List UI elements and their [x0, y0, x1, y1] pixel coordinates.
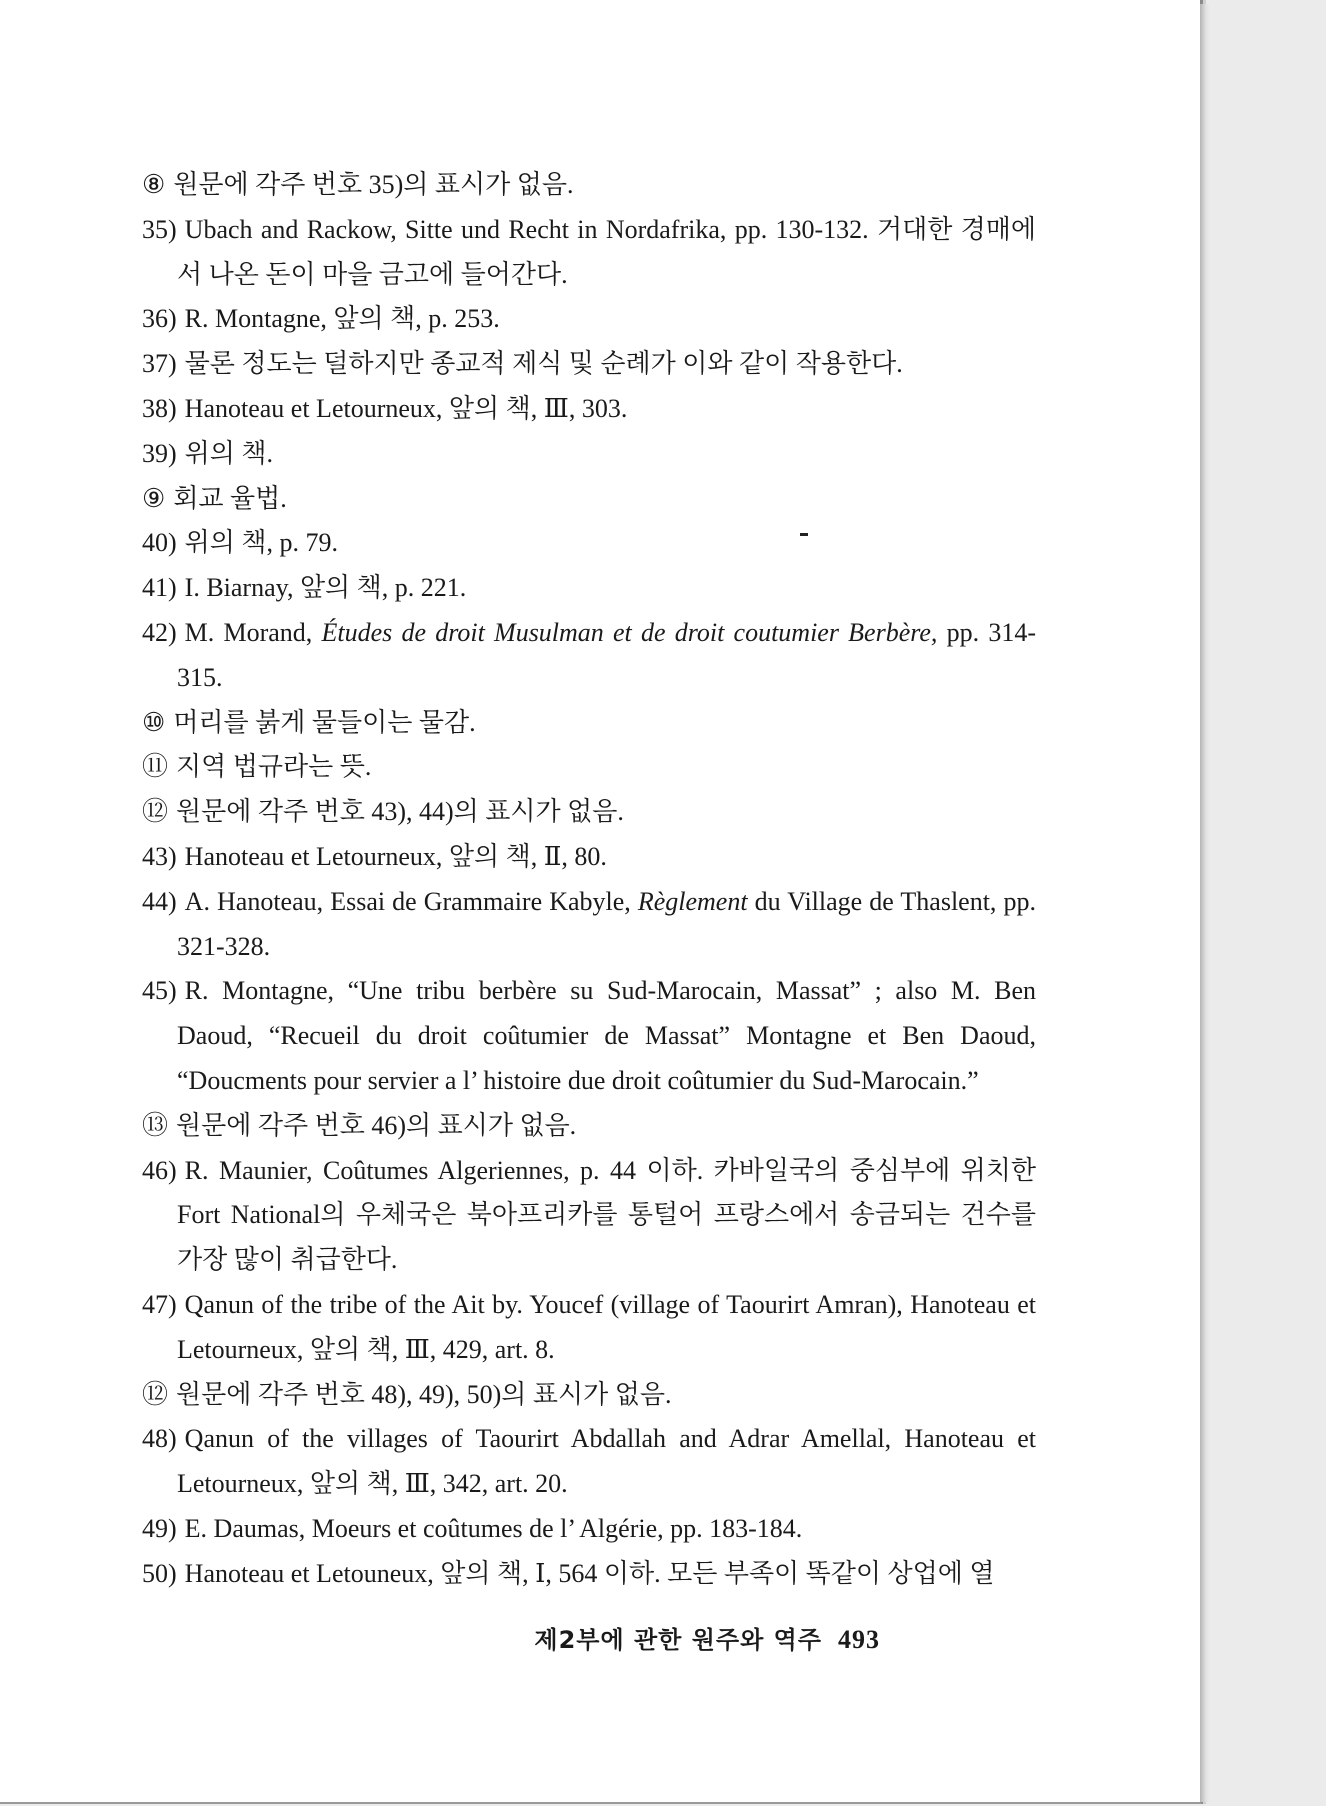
page-number: 493	[838, 1625, 880, 1654]
note-item	[142, 387, 1036, 432]
note-marker: 50)	[142, 1558, 177, 1588]
notes-list	[142, 163, 1036, 1597]
note-text: Hanoteau et Letourneux, 앞의 책, Ⅲ, 303.	[184, 393, 628, 423]
note-item	[142, 297, 1036, 342]
note-text: 위의 책, p. 79.	[184, 528, 339, 558]
note-item	[142, 880, 1036, 970]
note-item	[142, 208, 1036, 298]
note-item	[142, 1373, 1036, 1418]
note-text: Ubach and Rackow, Sitte und Recht in Nordafrika, pp. 130-132. 거대한 경매에서 나온 돈이 마을 금고에 들어간다.	[177, 214, 1036, 289]
stray-mark	[800, 533, 808, 536]
note-marker: 46)	[142, 1155, 177, 1185]
note-text: E. Daumas, Moeurs et coûtumes de l’ Algérie, pp. 183-184.	[184, 1513, 803, 1543]
note-item	[142, 969, 1036, 1103]
note-item	[142, 566, 1036, 611]
running-head: 제2부에 관한 원주와 역주	[534, 1626, 822, 1654]
note-text: du Village de Thaslent, pp. 321-328.	[177, 886, 1036, 961]
note-text: 물론 정도는 덜하지만 종교적 제식 및 순례가 이와 같이 작용한다.	[184, 349, 903, 379]
note-item	[142, 432, 1036, 477]
note-marker: 40)	[142, 528, 177, 558]
note-italic-title: Études de droit Musulman et de droit coutumier Berbère,	[321, 617, 938, 647]
note-item	[142, 701, 1036, 746]
note-item	[142, 521, 1036, 566]
note-marker: ⑪	[142, 752, 169, 782]
note-marker: ⑫	[142, 797, 169, 827]
note-marker: 42)	[142, 617, 177, 647]
note-text: 머리를 붉게 물들이는 물감.	[173, 707, 476, 737]
note-italic-title: Règlement	[637, 886, 748, 916]
note-item	[142, 163, 1036, 208]
note-text: 원문에 각주 번호 48), 49), 50)의 표시가 없음.	[176, 1379, 672, 1409]
note-marker: ⑫	[142, 1379, 169, 1409]
note-marker: 43)	[142, 841, 177, 871]
note-marker: 36)	[142, 304, 177, 334]
note-text: R. Montagne, 앞의 책, p. 253.	[184, 304, 500, 334]
note-marker: 39)	[142, 438, 177, 468]
note-marker: ⑨	[142, 483, 166, 513]
note-item	[142, 835, 1036, 880]
note-marker: 47)	[142, 1289, 177, 1319]
note-marker: 45)	[142, 976, 177, 1006]
note-item	[142, 1104, 1036, 1149]
note-item	[142, 1507, 1036, 1552]
note-item	[142, 745, 1036, 790]
note-item	[142, 1149, 1036, 1283]
note-text: 지역 법규라는 뜻.	[176, 752, 372, 782]
note-text: Qanun of the villages of Taourirt Abdallah and Adrar Amellal, Hanoteau et Letourneux, 앞의 책, Ⅲ, 342, art. 20.	[177, 1424, 1036, 1499]
note-marker: 44)	[142, 886, 177, 916]
note-item	[142, 1283, 1036, 1373]
page-footer	[534, 1620, 880, 1655]
note-text: Hanoteau et Letouneux, 앞의 책, Ⅰ, 564 이하. 모든 부족이 똑같이 상업에 열	[184, 1558, 995, 1588]
note-marker: 49)	[142, 1513, 177, 1543]
note-item	[142, 1417, 1036, 1507]
note-marker: 41)	[142, 573, 177, 603]
note-marker: ⑬	[142, 1110, 169, 1140]
note-text: 위의 책.	[184, 438, 274, 468]
note-text: 원문에 각주 번호 43), 44)의 표시가 없음.	[176, 797, 624, 827]
note-text: I. Biarnay, 앞의 책, p. 221.	[184, 573, 467, 603]
note-marker: 37)	[142, 349, 177, 379]
note-text: 원문에 각주 번호 35)의 표시가 없음.	[173, 170, 574, 199]
note-item	[142, 790, 1036, 835]
note-text: M. Morand,	[184, 617, 322, 647]
note-text: pp. 314-315.	[177, 617, 1036, 692]
note-item	[142, 611, 1036, 701]
note-text: R. Maunier, Coûtumes Algeriennes, p. 44 이하. 카바일국의 중심부에 위치한 Fort National의 우체국은 북아프리카를 통털어 프랑스에서 송금되는 건수를 가장 많이 취급한다.	[177, 1155, 1036, 1275]
note-item	[142, 1552, 1036, 1597]
note-text: R. Montagne, “Une tribu berbère su Sud-Marocain, Massat” ; also M. Ben Daoud, “Recueil du droit coûtumier de Massat” Montagne et Ben Daoud, “Doucments pour servier a l’ histoire due droit coûtumier du Sud-Marocain.”	[177, 976, 1036, 1095]
note-text: A. Hanoteau, Essai de Grammaire Kabyle,	[184, 886, 638, 916]
note-text: Qanun of the tribe of the Ait by. Youcef (village of Taourirt Amran), Hanoteau et Letourneux, 앞의 책, Ⅲ, 429, art. 8.	[177, 1289, 1036, 1364]
note-marker: 48)	[142, 1424, 177, 1454]
note-marker: 38)	[142, 393, 177, 423]
note-item	[142, 477, 1036, 522]
note-marker: ⑧	[142, 170, 166, 199]
note-text: 회교 율법.	[173, 483, 287, 513]
note-text: 원문에 각주 번호 46)의 표시가 없음.	[176, 1110, 577, 1140]
note-marker: ⑩	[142, 707, 166, 737]
page-edge-shadow	[1200, 4, 1210, 1802]
note-item	[142, 342, 1036, 387]
note-marker: 35)	[142, 214, 177, 244]
note-text: Hanoteau et Letourneux, 앞의 책, Ⅱ, 80.	[184, 841, 607, 871]
